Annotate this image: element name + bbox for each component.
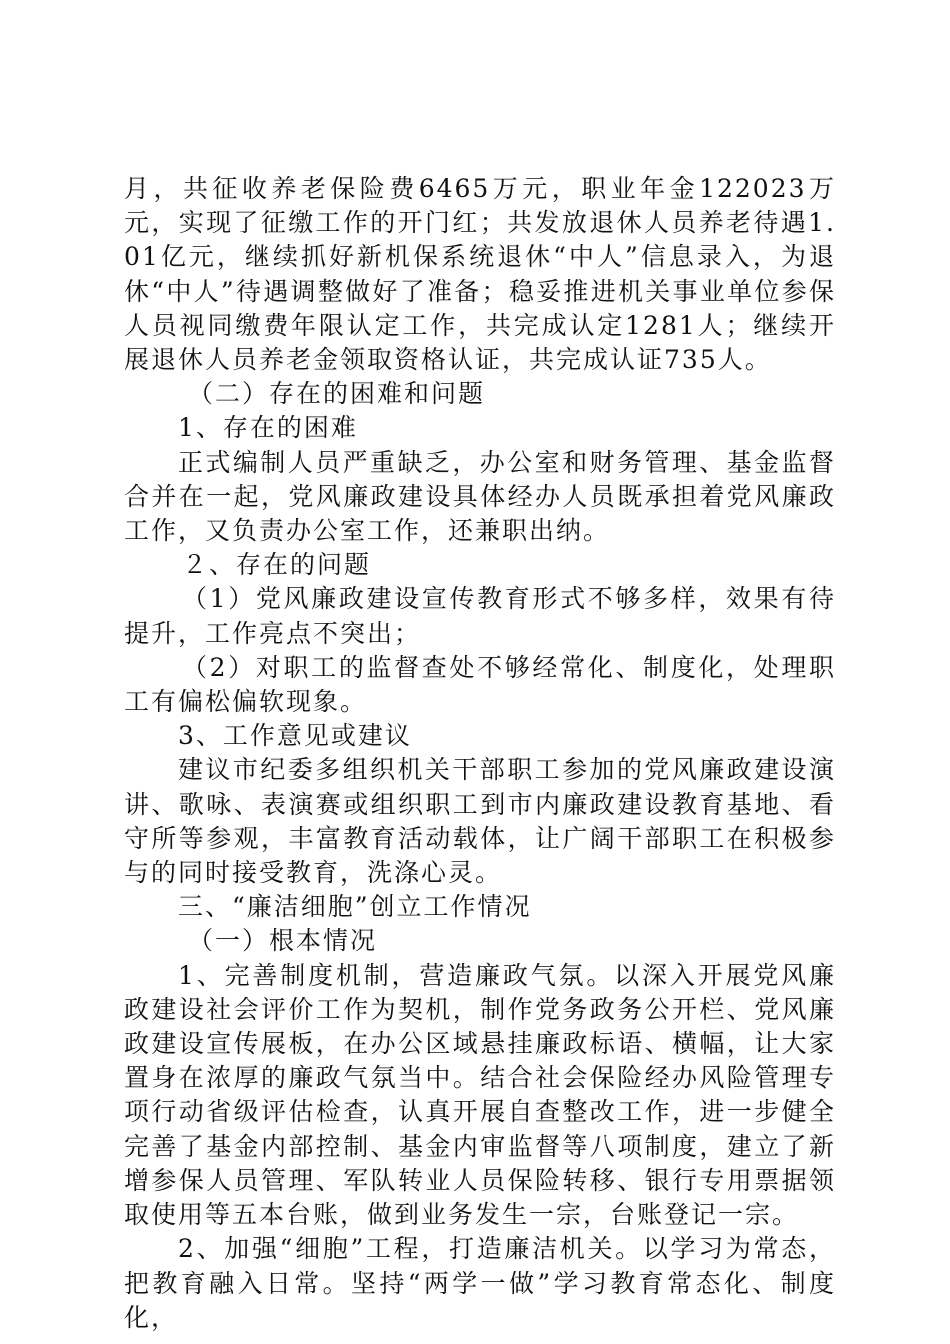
paragraph-pension-collection: 月，共征收养老保险费6465万元，职业年金122023万元，实现了征缴工作的开门红；共发放退休人员养老待遇1.01亿元，继续抓好新机保系统退休“中人”信息录入，为退休“中人”待遇调整做好了准备；稳妥推进机关事业单位参保人员视同缴费年限认定工作，共完成认定1281人；继续开展退休人员养老金领取资格认证，共完成认证735人。	[124, 174, 836, 375]
document-body	[124, 172, 836, 1335]
subheading-problems: ２、存在的问题	[182, 550, 372, 580]
paragraph-institution-mechanism: 1、完善制度机制，营造廉政气氛。以深入开展党风廉政建设社会评价工作为契机，制作党务政务公开栏、党风廉政建设宣传展板，在办公区域悬挂廉政标语、横幅，让大家置身在浓厚的廉政气氛当中。结合社会保险经办风险管理专项行动省级评估检查，认真开展自查整改工作，进一步健全完善了基金内部控制、基金内审监督等八项制度，建立了新增参保人员管理、军队转业人员保险转移、银行专用票据领取使用等五本台账，做到业务发生一宗，台账登记一宗。	[124, 960, 836, 1230]
subheading-difficulties: 1、存在的困难	[178, 413, 358, 443]
paragraph-suggestions: 建议市纪委多组织机关干部职工参加的党风廉政建设演讲、歌咏、表演赛或组织职工到市内廉政建设教育基地、看守所等参观，丰富教育活动载体，让广阔干部职工在积极参与的同时接受教育，洗涤心灵。	[124, 755, 836, 888]
section-heading-basic-situation: （一）根本情况	[188, 926, 378, 956]
paragraph-difficulties: 正式编制人员严重缺乏，办公室和财务管理、基金监督合并在一起，党风廉政建设具体经办人员既承担着党风廉政工作，又负责办公室工作，还兼职出纳。	[124, 447, 836, 546]
subheading-suggestions: 3、工作意见或建议	[178, 721, 412, 751]
paragraph-cell-project: 2、加强“细胞”工程，打造廉洁机关。以学习为常态，把教育融入日常。坚持“两学一做”学习教育常态化、制度化，	[124, 1234, 836, 1332]
paragraph-problem-2: （2）对职工的监督查处不够经常化、制度化，处理职工有偏松偏软现象。	[124, 652, 836, 717]
paragraph-problem-1: （1）党风廉政建设宣传教育形式不够多样，效果有待提升，工作亮点不突出；	[124, 584, 836, 648]
section-heading-clean-cell: 三、“廉洁细胞”创立工作情况	[178, 892, 532, 922]
section-heading-difficulties-problems: （二）存在的困难和问题	[188, 379, 486, 409]
